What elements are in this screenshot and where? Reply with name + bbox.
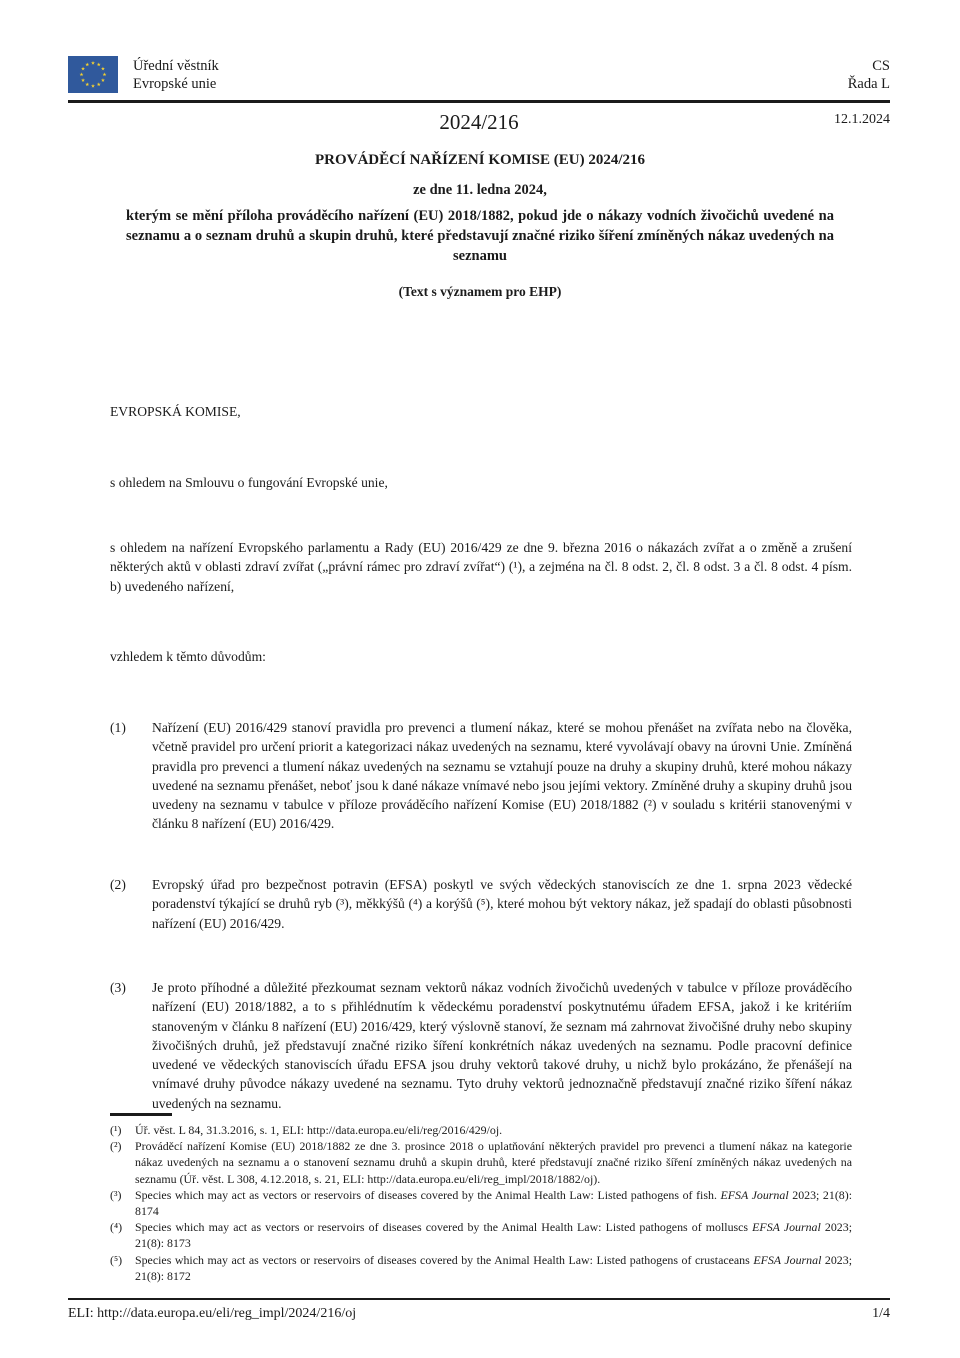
masthead bbox=[68, 56, 219, 93]
footnote-4 bbox=[110, 1219, 852, 1251]
document-number: 2024/216 bbox=[439, 110, 519, 134]
regulation-title: PROVÁDĚCÍ NAŘÍZENÍ KOMISE (EU) 2024/216 bbox=[314, 152, 646, 168]
footer-rule bbox=[68, 1298, 890, 1300]
footnote-3 bbox=[110, 1187, 852, 1219]
footnote-text-main: Species which may act as vectors or reservoirs of diseases covered by the Animal Health Law: Listed pathogens of crustaceans bbox=[135, 1252, 754, 1267]
recital-text: Evropský úřad pro bezpečnost potravin (EFSA) poskytl ve svých vědeckých stanoviscích ze dne 1. srpna 2023 vědecké poradenství týkající se druhů ryb (³), měkkýšů (⁴) a korýšů (⁵), které mohou být vektory nákaz, jež spadají do oblasti působnosti nařízení (EU) 2016/429. bbox=[152, 877, 852, 931]
publication-name-line2: Evropské unie bbox=[133, 76, 217, 92]
footnote-text bbox=[135, 1138, 852, 1187]
footnote-marker: (⁴) bbox=[110, 1220, 123, 1235]
recital-number: (3) bbox=[110, 980, 126, 995]
publication-name-line1: Úřední věstník bbox=[133, 58, 219, 74]
header-rule bbox=[68, 100, 890, 103]
header-right bbox=[848, 56, 890, 93]
institution-line: EVROPSKÁ KOMISE, bbox=[110, 404, 241, 419]
footnote-text bbox=[135, 1187, 852, 1219]
footnote-marker: (²) bbox=[110, 1139, 122, 1154]
footnote-text-main: Úř. věst. L 84, 31.3.2016, s. 1, ELI: http://data.europa.eu/eli/reg/2016/429/oj. bbox=[135, 1123, 503, 1137]
footnotes bbox=[110, 1122, 852, 1284]
footnote-text-main: Species which may act as vectors or reservoirs of diseases covered by the Animal Health Law: Listed pathogens of fish. bbox=[135, 1187, 721, 1202]
regulation-date-line: ze dne 11. ledna 2024, bbox=[413, 182, 547, 198]
footnote-2 bbox=[110, 1138, 852, 1187]
page-footer bbox=[68, 1306, 890, 1322]
series-label: Řada L bbox=[847, 76, 890, 92]
recital-2 bbox=[110, 875, 852, 933]
footnote-marker: (¹) bbox=[110, 1123, 122, 1137]
footnote-text bbox=[135, 1219, 852, 1251]
regulation-subject: kterým se mění příloha prováděcího nařízení (EU) 2018/1882, pokud jde o nákazy vodních živočichů uvedené na seznamu a o seznam druhů a skupin druhů, které představují značné riziko šíření zmíněných nákaz uvedených na seznamu bbox=[126, 208, 834, 264]
language-code: CS bbox=[872, 58, 890, 74]
footnote-text-main: Prováděcí nařízení Komise (EU) 2018/1882 ze dne 3. prosince 2018 o uplatňování některých pravidel pro prevenci a tlumení nákaz na kategorie nákaz uvedených na seznamu a o stanovení seznamu druhů a skupin druhů, které představují značné riziko šíření zmíněných nákaz uvedených na seznamu (Úř. věst. L 308, 4.12.2018, s. 21, ELI: http://data.europa.eu/eli/reg_impl/2018/1882/oj). bbox=[135, 1139, 852, 1186]
footnote-journal: EFSA Journal bbox=[753, 1252, 822, 1267]
recital-number: (2) bbox=[110, 877, 126, 892]
footnote-journal: EFSA Journal bbox=[720, 1187, 789, 1202]
footnote-5 bbox=[110, 1252, 852, 1284]
recital-1 bbox=[110, 718, 852, 834]
citation-regulation: s ohledem na nařízení Evropského parlamentu a Rady (EU) 2016/429 ze dne 9. března 2016 o nákazách zvířat a o změně a zrušení některých aktů v oblasti zdraví zvířat („právní rámec pro zdraví zvířat“) (¹), a zejména na čl. 8 odst. 2, čl. 8 odst. 3 a čl. 8 odst. 4 písm. b) uvedeného nařízení, bbox=[110, 540, 852, 594]
document-number-row bbox=[68, 109, 890, 139]
footnote-marker: (⁵) bbox=[110, 1252, 123, 1267]
page-number: 1/4 bbox=[872, 1306, 890, 1321]
citation-treaty: s ohledem na Smlouvu o fungování Evropské unie, bbox=[110, 475, 388, 490]
footnote-text-tail: 2023; 21(8): 8173 bbox=[135, 1220, 852, 1251]
publication-date: 12.1.2024 bbox=[834, 112, 890, 127]
recital-text: Je proto příhodné a důležité přezkoumat seznam vektorů nákaz vodních živočichů uvedených v tabulce v příloze prováděcího nařízení (EU) 2018/1882, a to s přihlédnutím k vědeckému poradenství poskytnutému úřadem EFSA, jakož i ke kritériím stanoveným v článku 8 nařízení (EU) 2016/429, který výslovně stanoví, že seznam má zahrnovat živočišné druhy nebo skupiny živočišných druhů, jež představují značné riziko šíření konkrétních nákaz uvedených na seznamu. Podle pracovní definice uvedené ve vědeckých stanoviscích úřadu EFSA jsou druhy vektorů takové druhy, u nichž bylo prokázáno, že přenášejí na vnímavé druhy původce nákazy uvedené na seznamu. Tyto druhy vektorů jednoznačně představují značné riziko šíření nákaz uvedených na seznamu. bbox=[152, 980, 852, 1111]
recitals-intro: vzhledem k těmto důvodům: bbox=[110, 649, 266, 664]
footnote-journal: EFSA Journal bbox=[752, 1220, 821, 1235]
footnote-marker: (³) bbox=[110, 1187, 122, 1202]
eu-flag-icon bbox=[68, 56, 118, 93]
recital-3 bbox=[110, 978, 852, 1113]
recital-text: Nařízení (EU) 2016/429 stanoví pravidla pro prevenci a tlumení nákaz, které se mohou přenášet na zvířata nebo na člověka, včetně pravidel pro určení priorit a kategorizaci nákaz uvedených na seznamu, které vyvolávají obavy na úrovni Unie. Zmíněná pravidla pro prevenci a tlumení nákaz uvedených na seznamu se vztahují pouze na druhy a skupiny druhů, které mohou nákazy uvedené na seznamu přenášet, neboť jsou k dané nákaze vnímavé nebo jsou jejími vektory. Zmíněné druhy a skupiny druhů jsou uvedeny na seznamu v tabulce v příloze prováděcího nařízení Komise (EU) 2018/1882 (²) v souladu s kritérii stanovenými v článku 8 nařízení (EU) 2016/429. bbox=[152, 720, 852, 832]
publication-name bbox=[133, 56, 219, 93]
footnote-text-main: Species which may act as vectors or reservoirs of diseases covered by the Animal Health Law: Listed pathogens of molluscs bbox=[135, 1220, 753, 1235]
recital-number: (1) bbox=[110, 720, 126, 735]
footnote-text bbox=[135, 1252, 852, 1284]
footnote-text-tail: 2023; 21(8): 8174 bbox=[135, 1187, 852, 1219]
footnote-text bbox=[135, 1122, 852, 1138]
footnote-text-tail: 2023; 21(8): 8172 bbox=[135, 1252, 853, 1283]
eli-identifier: ELI: http://data.europa.eu/eli/reg_impl/2024/216/oj bbox=[68, 1306, 357, 1321]
page-header bbox=[68, 56, 890, 93]
footnote-separator bbox=[110, 1113, 172, 1116]
footnote-1 bbox=[110, 1122, 852, 1138]
eea-relevance-note: (Text s významem pro EHP) bbox=[398, 284, 562, 299]
